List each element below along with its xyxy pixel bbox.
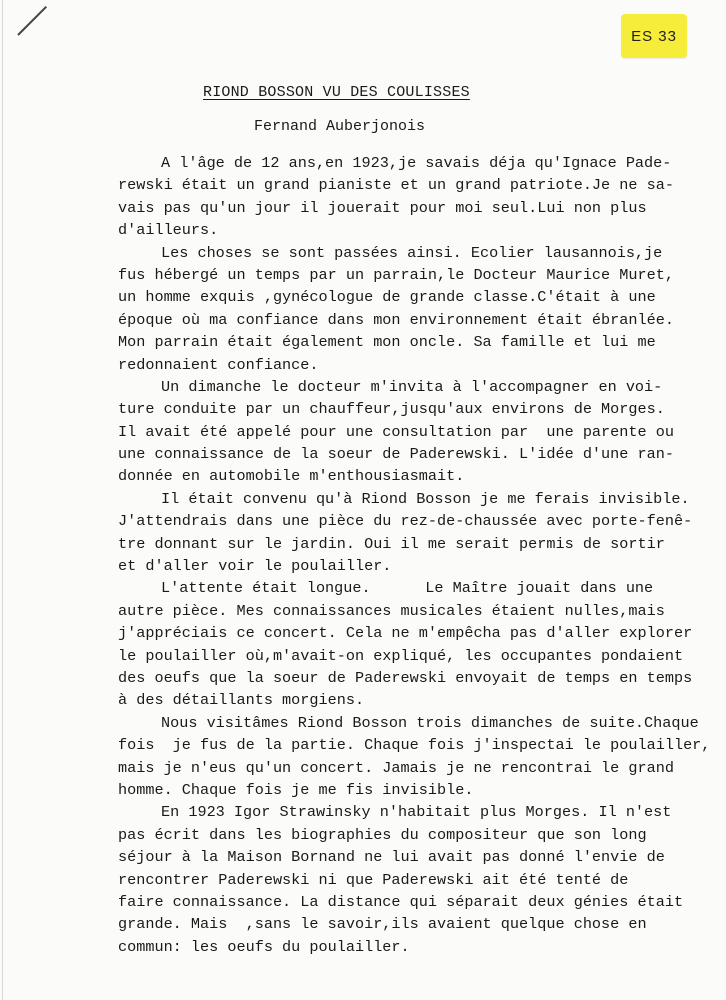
paragraph [118, 376, 718, 488]
text-line: Mon parrain était également mon oncle. Sa famille et lui me [118, 333, 656, 352]
text-line: rewski était un grand pianiste et un grand patriote.Je ne sa- [118, 176, 674, 195]
paragraph [118, 242, 718, 376]
text-line: A l'âge de 12 ans,en 1923,je savais déja qu'Ignace Pade- [161, 154, 672, 172]
text-line: d'ailleurs. [118, 221, 219, 240]
text-line: ture conduite par un chauffeur,jusqu'aux environs de Morges. [118, 400, 665, 419]
text-line: j'appréciais ce concert. Cela ne m'empêcha pas d'aller explorer [118, 624, 693, 643]
text-line: vais pas qu'un jour il jouerait pour moi seul.Lui non plus [118, 198, 647, 217]
paragraph [118, 577, 718, 711]
text-line: le poulailler où,m'avait-on expliqué, les occupantes pondaient [118, 646, 684, 665]
text-line: une connaissance de la soeur de Paderewski. L'idée d'une ran- [118, 445, 674, 464]
text-line: un homme exquis ,gynécologue de grande classe.C'était à une [118, 288, 656, 307]
text-line: Il était convenu qu'à Riond Bosson je me ferais invisible. [161, 489, 690, 508]
text-line: faire connaissance. La distance qui séparait deux génies était [118, 892, 684, 911]
text-line: autre pièce. Mes connaissances musicales étaient nulles,mais [118, 601, 665, 620]
text-line: tre donnant sur le jardin. Oui il me serait permis de sortir [118, 534, 665, 553]
text-line: séjour à la Maison Bornand ne lui avait pas donné l'envie de [118, 848, 665, 867]
text-line: fus hébergé un temps par un parrain,le Docteur Maurice Muret, [118, 265, 674, 284]
text-line: L'attente était longue. Le Maître jouait dans une [161, 579, 654, 598]
text-line: homme. Chaque fois je me fis invisible. [118, 780, 474, 799]
archive-sticker [621, 14, 687, 58]
text-line: Il avait été appelé pour une consultation par une parente ou [118, 422, 674, 441]
paragraph [118, 801, 718, 958]
text-line: mais je n'eus qu'un concert. Jamais je ne rencontrai le grand [118, 758, 674, 777]
text-line: rencontrer Paderewski ni que Paderewski ait été tenté de [118, 870, 629, 889]
paragraph [118, 488, 718, 578]
text-line: donnée en automobile m'enthousiasmait. [118, 467, 465, 486]
text-line: En 1923 Igor Strawinsky n'habitait plus Morges. Il n'est [161, 803, 672, 822]
document-body [118, 152, 718, 958]
text-line: et d'aller voir le poulailler. [118, 557, 392, 576]
text-line: Nous visitâmes Riond Bosson trois dimanches de suite.Chaque [161, 713, 699, 732]
archive-sticker-label: ES 33 [631, 27, 677, 45]
text-line: J'attendrais dans une pièce du rez-de-chaussée avec porte-fenê- [118, 512, 693, 531]
paragraph [118, 152, 718, 242]
document-title: RIOND BOSSON VU DES COULISSES [203, 84, 470, 101]
text-line: pas écrit dans les biographies du compositeur que son long [118, 825, 647, 844]
text-line: Un dimanche le docteur m'invita à l'accompagner en voi- [161, 377, 663, 396]
page-edge [2, 0, 3, 1000]
text-line: époque où ma confiance dans mon environnement était ébranlée. [118, 310, 674, 329]
text-line: des oeufs que la soeur de Paderewski envoyait de temps en temps [118, 668, 693, 687]
text-line: Les choses se sont passées ainsi. Ecolier lausannois,je [161, 243, 663, 262]
pencil-mark [17, 6, 47, 36]
document-author: Fernand Auberjonois [254, 118, 426, 135]
text-line: grande. Mais ,sans le savoir,ils avaient quelque chose en [118, 915, 647, 934]
text-line: à des détaillants morgiens. [118, 691, 365, 710]
text-line: fois je fus de la partie. Chaque fois j'inspectai le poulailler, [118, 736, 711, 755]
text-line: commun: les oeufs du poulailler. [118, 937, 410, 956]
text-line: redonnaient confiance. [118, 355, 319, 374]
paragraph [118, 712, 718, 802]
